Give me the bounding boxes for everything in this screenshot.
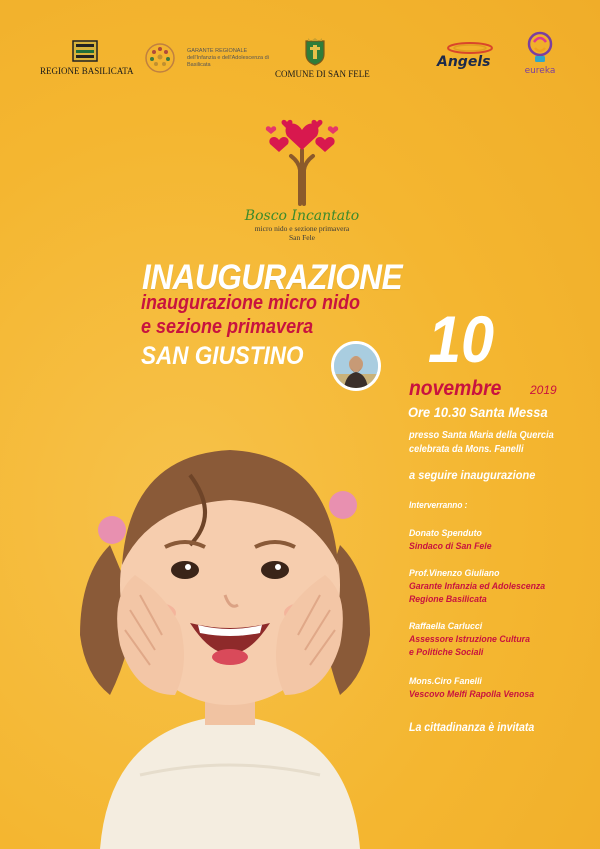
speaker-role: e Politiche Sociali [409, 647, 484, 658]
angels-logo [435, 38, 505, 79]
comune-san-fele-label: COMUNE DI SAN FELE [275, 69, 370, 79]
speaker-name: Prof.Vinenzo Giuliano [409, 568, 500, 579]
speaker-role: Garante Infanzia ed Adolescenza [409, 581, 546, 592]
comune-san-fele-logo [275, 38, 370, 79]
bosco-location: San Fele [288, 233, 316, 242]
event-day: 10 [428, 302, 495, 376]
smiling-child-photo [40, 395, 420, 849]
saint-portrait-icon [334, 344, 378, 388]
san-giustino-heading: SAN GIUSTINO [141, 342, 304, 370]
lightbulb-icon [523, 30, 557, 66]
invitation-note: La cittadinanza è invitata [409, 722, 535, 734]
angels-label: Angels [437, 54, 491, 70]
follow-up-note: a seguire inaugurazione [409, 468, 536, 482]
speaker-role: Vescovo Melfi Rapolla Venosa [409, 689, 535, 700]
speaker-name: Mons.Ciro Fanelli [409, 676, 482, 687]
inaugurazione-heading: INAUGURAZIONE [142, 258, 403, 297]
garante-label: GARANTE REGIONALE dell'Infanzia e dell'Adolescenza di Basilicata [187, 48, 269, 68]
speaker-item [409, 567, 545, 606]
speaker-name: Raffaella Carlucci [409, 621, 483, 632]
location-line-2: celebrata da Mons. Fanelli [409, 444, 524, 455]
saint-portrait [331, 341, 381, 391]
bosco-subtitle: micro nido e sezione primavera [254, 224, 350, 233]
event-location [409, 429, 554, 457]
child-illustration [40, 395, 420, 849]
speaker-item [409, 620, 530, 659]
eureka-logo [515, 30, 565, 76]
speaker-item [409, 527, 492, 553]
speaker-role: Sindaco di San Fele [409, 541, 492, 552]
micro-nido-subheading: inaugurazione micro nido [141, 292, 361, 314]
speaker-item [409, 675, 534, 701]
event-month: novembre [409, 377, 502, 400]
speaker-name: Donato Spenduto [409, 528, 482, 539]
garante-logo [140, 40, 270, 80]
regione-basilicata-logo [40, 40, 134, 76]
san-fele-crest-icon [304, 38, 326, 66]
regione-basilicata-label: REGIONE BASILICATA [40, 66, 134, 76]
event-year: 2019 [530, 383, 557, 397]
eureka-label: eureka [524, 66, 556, 76]
heart-tree-icon [257, 110, 347, 206]
location-line-1: presso Santa Maria della Quercia [409, 430, 554, 441]
sezione-primavera-subheading: e sezione primavera [141, 316, 314, 338]
speaker-role: Regione Basilicata [409, 594, 487, 605]
event-time: Ore 10.30 Santa Messa [408, 404, 548, 420]
bosco-incantato-logo [244, 110, 360, 242]
bosco-title: Bosco Incantato [244, 208, 360, 224]
speaker-role: Assessore Istruzione Cultura [409, 634, 530, 645]
speakers-label: Interverranno : [409, 500, 468, 510]
garante-emblem-icon [140, 40, 180, 76]
regione-emblem-icon [72, 40, 98, 62]
